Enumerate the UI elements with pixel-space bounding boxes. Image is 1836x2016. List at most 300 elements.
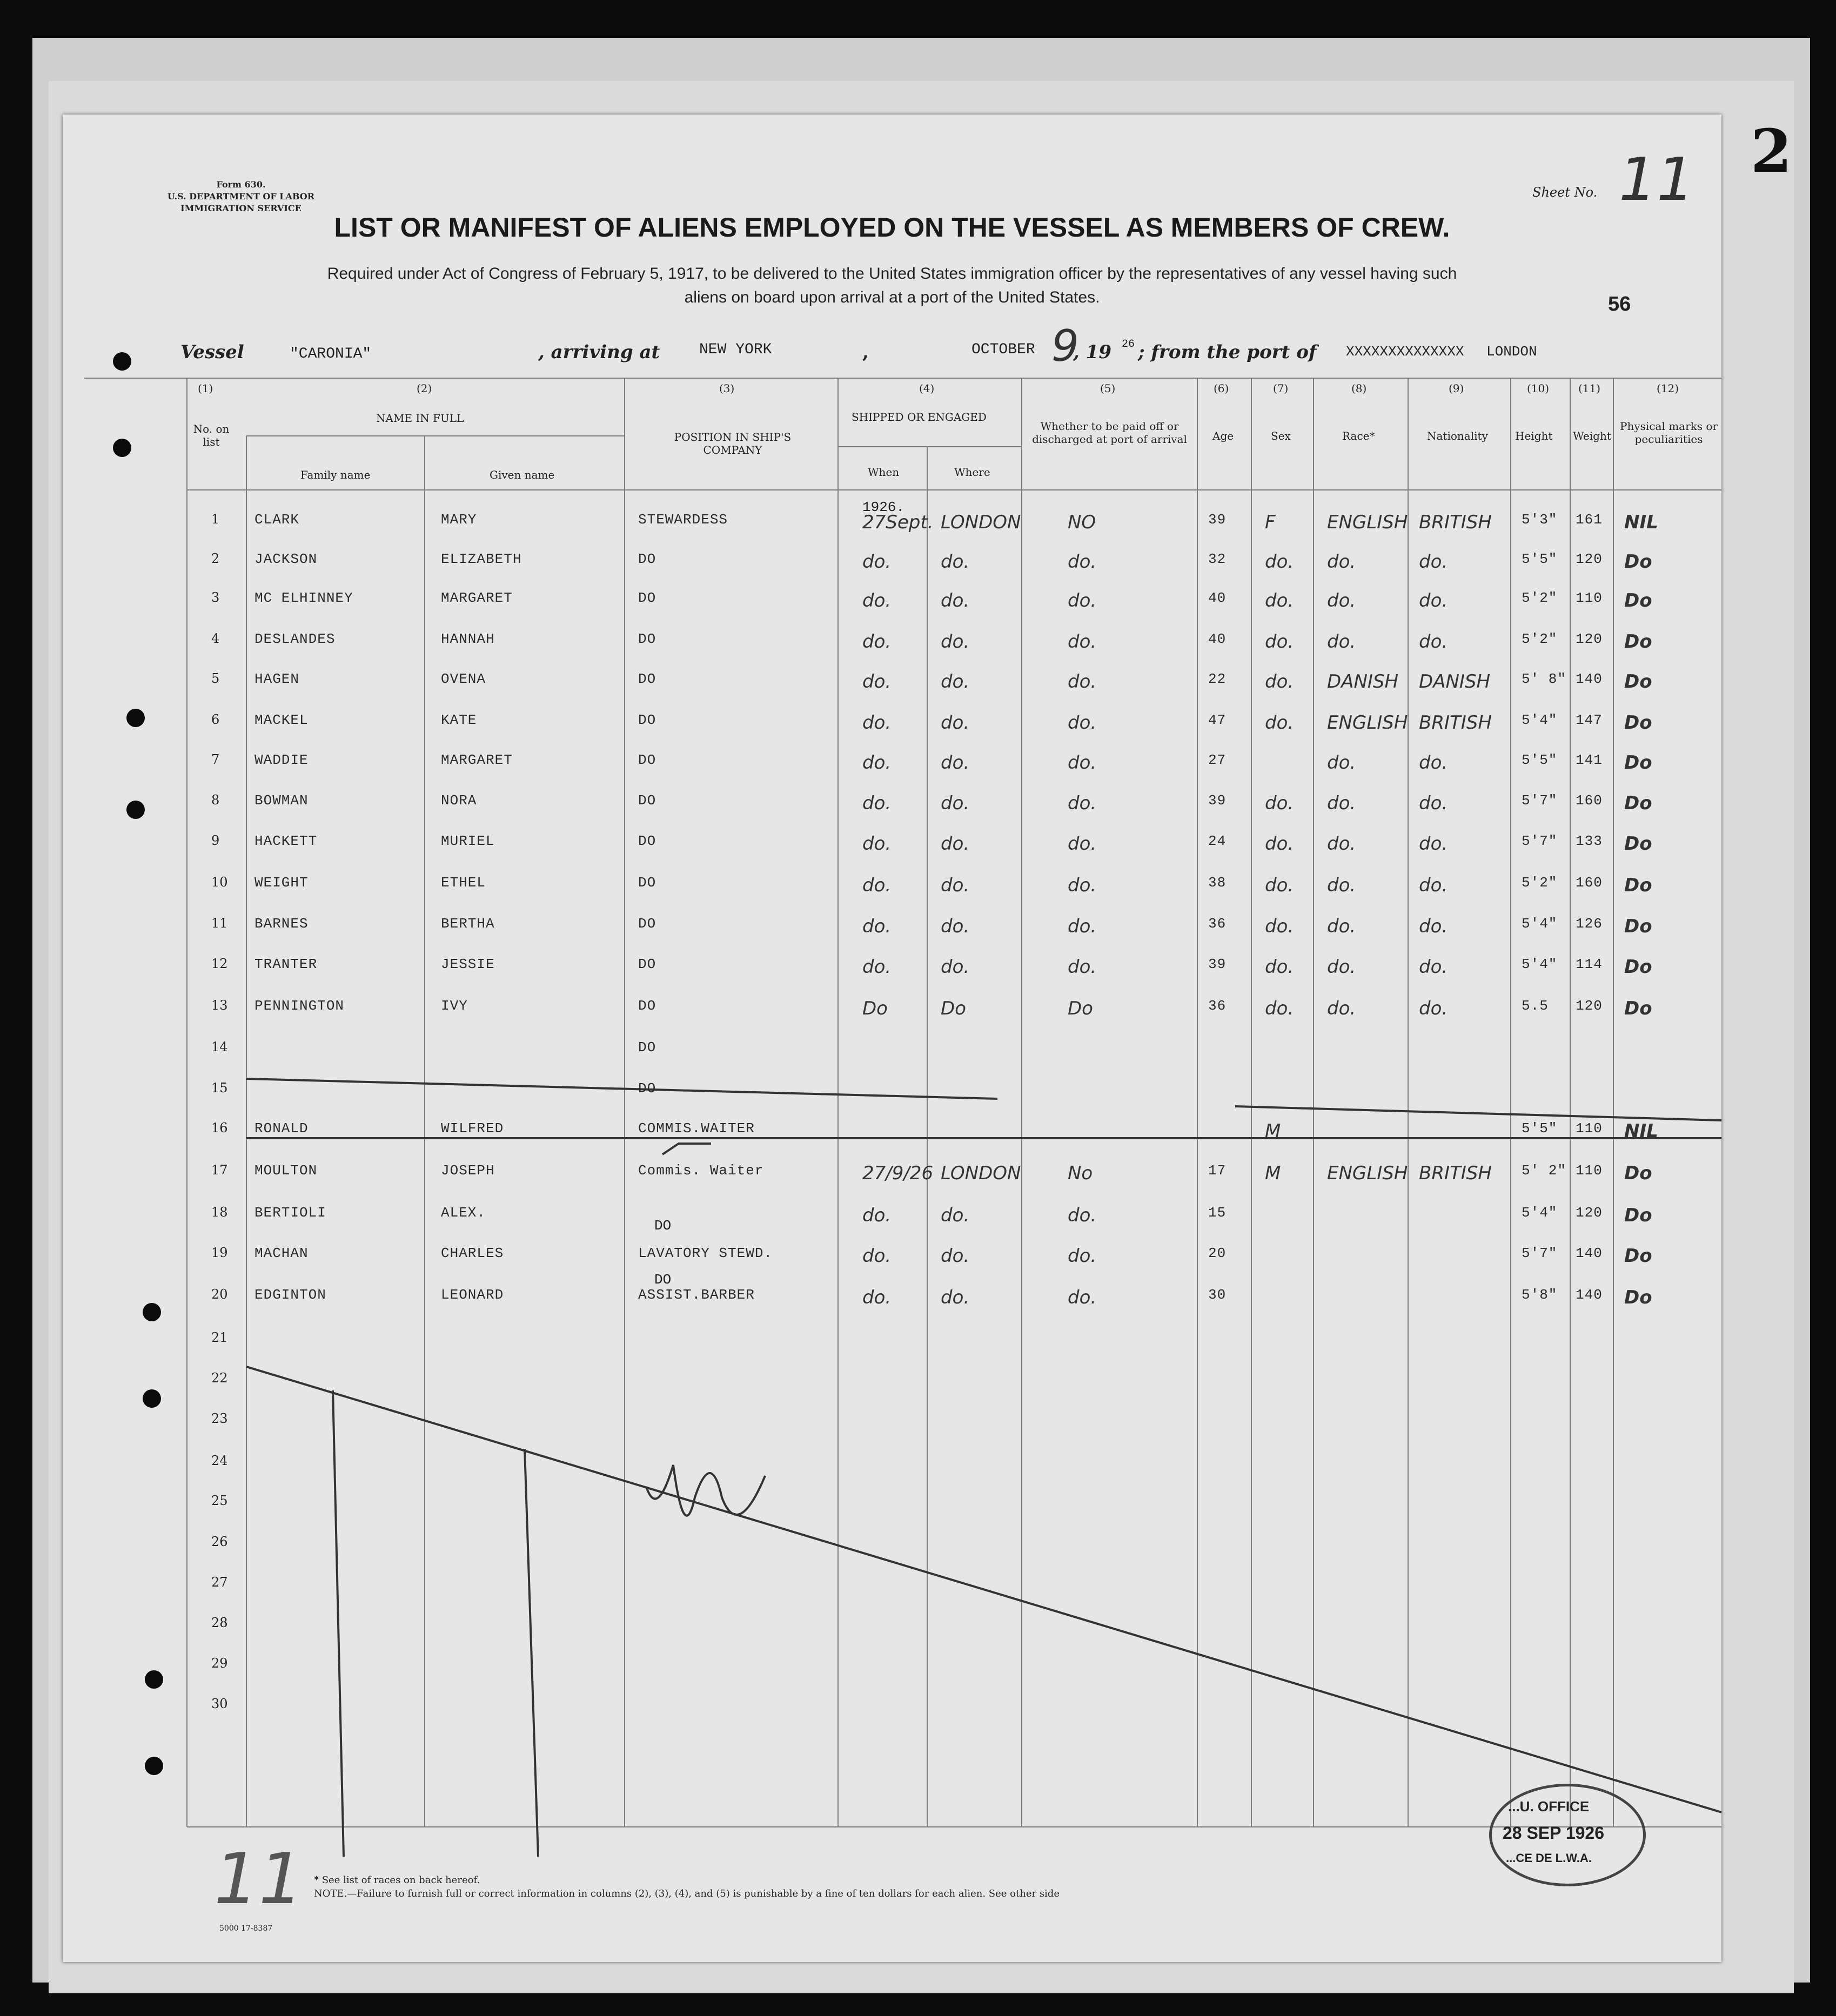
- cell-family: BARNES: [254, 916, 309, 932]
- col-header-7: (7): [1273, 382, 1289, 395]
- footer-note-penalty: NOTE.—Failure to furnish full or correct information in columns (2), (3), (4), and (5) is punishable by a fine of ten dollars for each alien. See other side: [314, 1888, 1060, 1899]
- cell-family: CLARK: [254, 512, 300, 528]
- cell-marks: NIL: [1624, 1120, 1658, 1142]
- cell-family: RONALD: [254, 1120, 309, 1137]
- table-row: [63, 512, 1721, 555]
- cell-where: do.: [941, 671, 970, 693]
- cell-age: 17: [1208, 1162, 1227, 1179]
- cell-where: do.: [941, 875, 970, 896]
- cell-position: DO: [638, 590, 656, 606]
- cell-given: JESSIE: [441, 956, 495, 972]
- cell-race: ENGLISH: [1327, 512, 1408, 533]
- cell-no: 4: [211, 631, 220, 646]
- cell-family: MACHAN: [254, 1245, 309, 1261]
- cell-race: do.: [1327, 998, 1356, 1019]
- cell-age: 39: [1208, 512, 1227, 528]
- col-header-11: (11): [1578, 382, 1601, 395]
- cell-age: 22: [1208, 671, 1227, 687]
- header-when: When: [868, 466, 900, 479]
- cell-when: 27/9/26: [862, 1162, 934, 1184]
- cell-where: do.: [941, 1205, 970, 1226]
- cell-marks: NIL: [1624, 512, 1658, 533]
- cell-weight: 120: [1576, 998, 1603, 1014]
- empty-row-number: 21: [211, 1330, 228, 1345]
- cell-given: IVY: [441, 998, 468, 1014]
- table-row: [63, 833, 1721, 876]
- cell-when: do.: [862, 792, 892, 814]
- header-age: Age: [1212, 429, 1234, 442]
- cell-paid: No: [1068, 1162, 1093, 1184]
- cell-position: DO: [638, 792, 656, 809]
- cell-height: 5'4": [1522, 956, 1558, 972]
- sheet-label: Sheet No.: [1532, 185, 1598, 200]
- cell-sex: F: [1265, 512, 1276, 533]
- col-header-5: (5): [1100, 382, 1116, 395]
- cell-given: LEONARD: [441, 1287, 504, 1303]
- table-row: [63, 1162, 1721, 1206]
- cell-weight: 110: [1576, 1120, 1603, 1137]
- table-row: [63, 916, 1721, 959]
- sheet-number: 11: [1619, 145, 1694, 214]
- cell-marks: Do: [1624, 875, 1652, 896]
- col-header-3: (3): [719, 382, 735, 395]
- cell-paid: do.: [1068, 551, 1097, 573]
- shipped-year: 1926.: [862, 499, 905, 515]
- struck-out-port: XXXXXXXXXXXXXX: [1346, 344, 1464, 360]
- cell-nationality: BRITISH: [1419, 712, 1492, 734]
- table-row: [63, 875, 1721, 918]
- cell-position: Commis. Waiter: [638, 1162, 764, 1179]
- departure-port: LONDON: [1486, 344, 1537, 360]
- table-row: [63, 1287, 1721, 1330]
- cell-sex: do.: [1265, 833, 1294, 855]
- cell-age: 20: [1208, 1245, 1227, 1261]
- cell-position: DO: [638, 956, 656, 972]
- col-header-9: (9): [1449, 382, 1464, 395]
- cell-given: JOSEPH: [441, 1162, 495, 1179]
- cell-weight: 140: [1576, 1287, 1603, 1303]
- table-row: [63, 631, 1721, 674]
- col-header-10: (10): [1527, 382, 1550, 395]
- cell-age: 32: [1208, 551, 1227, 567]
- table-row: [63, 590, 1721, 633]
- header-height: Height: [1515, 429, 1553, 442]
- cell-race: ENGLISH: [1327, 1162, 1408, 1184]
- cell-height: 5'7": [1522, 792, 1558, 809]
- cell-race: do.: [1327, 833, 1356, 855]
- cell-paid: NO: [1068, 512, 1096, 533]
- cell-when: do.: [862, 671, 892, 693]
- cell-no: 11: [211, 916, 228, 931]
- header-shipped: SHIPPED OR ENGAGED: [852, 411, 987, 424]
- cell-family: HAGEN: [254, 671, 300, 687]
- cell-nationality: BRITISH: [1419, 1162, 1492, 1184]
- cell-when: do.: [862, 590, 892, 611]
- cell-given: KATE: [441, 712, 477, 728]
- cell-height: 5'2": [1522, 875, 1558, 891]
- arrival-port: NEW YORK: [699, 341, 772, 358]
- arriving-label: , arriving at: [538, 341, 660, 363]
- cell-race: do.: [1327, 956, 1356, 978]
- header-physical-marks: Physical marks or peculiarities: [1620, 420, 1718, 446]
- cell-weight: 160: [1576, 792, 1603, 809]
- cell-position: DO: [638, 833, 656, 849]
- col-header-6: (6): [1214, 382, 1229, 395]
- cell-sex: do.: [1265, 916, 1294, 937]
- cell-where: do.: [941, 833, 970, 855]
- print-code: 5000 17-8387: [219, 1924, 273, 1933]
- cell-weight: 110: [1576, 590, 1603, 606]
- cell-age: 40: [1208, 590, 1227, 606]
- cell-sex: do.: [1265, 671, 1294, 693]
- cell-no: 2: [211, 551, 220, 566]
- cell-marks: Do: [1624, 916, 1652, 937]
- cell-race: do.: [1327, 792, 1356, 814]
- header-where: Where: [954, 466, 990, 479]
- table-row: [63, 1039, 1721, 1083]
- cell-given: NORA: [441, 792, 477, 809]
- cell-family: TRANTER: [254, 956, 318, 972]
- cell-age: 36: [1208, 998, 1227, 1014]
- cell-marks: Do: [1624, 956, 1652, 978]
- cell-when: do.: [862, 1287, 892, 1308]
- cell-position: DO: [638, 1080, 656, 1097]
- cell-race: do.: [1327, 631, 1356, 653]
- table-row: [63, 1245, 1721, 1288]
- empty-row-number: 28: [211, 1615, 228, 1630]
- cell-age: 39: [1208, 792, 1227, 809]
- cell-family: WEIGHT: [254, 875, 309, 891]
- cell-marks: Do: [1624, 1287, 1652, 1308]
- cell-given: ELIZABETH: [441, 551, 522, 567]
- cell-height: 5'3": [1522, 512, 1558, 528]
- cell-age: 36: [1208, 916, 1227, 932]
- cell-race: ENGLISH: [1327, 712, 1408, 734]
- cell-marks: Do: [1624, 551, 1652, 573]
- cell-paid: do.: [1068, 1205, 1097, 1226]
- cell-sex: do.: [1265, 590, 1294, 611]
- cell-no: 19: [211, 1245, 228, 1260]
- cell-position: ASSIST.BARBER: [638, 1287, 755, 1303]
- header-position: POSITION IN SHIP'S COMPANY: [674, 431, 792, 456]
- service: IMMIGRATION SERVICE: [180, 203, 301, 213]
- cell-where: do.: [941, 590, 970, 611]
- cell-marks: Do: [1624, 833, 1652, 855]
- cell-where: do.: [941, 712, 970, 734]
- vessel-name: "CARONIA": [290, 346, 372, 362]
- year-prefix: , 19: [1073, 341, 1111, 363]
- cell-marks: Do: [1624, 671, 1652, 693]
- cell-family: MC ELHINNEY: [254, 590, 353, 606]
- table-row: [63, 1080, 1721, 1124]
- cell-age: 38: [1208, 875, 1227, 891]
- empty-row-number: 29: [211, 1656, 228, 1671]
- cell-weight: 133: [1576, 833, 1603, 849]
- cell-weight: 141: [1576, 752, 1603, 768]
- cell-no: 15: [211, 1080, 228, 1096]
- cell-where: LONDON: [941, 1162, 1021, 1184]
- cell-marks: Do: [1624, 752, 1652, 774]
- department: U.S. DEPARTMENT OF LABOR: [167, 191, 315, 201]
- cell-weight: 120: [1576, 1205, 1603, 1221]
- cell-no: 12: [211, 956, 228, 971]
- cell-height: 5.5: [1522, 998, 1549, 1014]
- cell-no: 1: [211, 512, 220, 527]
- cell-no: 14: [211, 1039, 228, 1054]
- cell-paid: do.: [1068, 752, 1097, 774]
- comma: ,: [862, 341, 869, 363]
- cell-nationality: do.: [1419, 590, 1448, 611]
- page-number: 56: [1608, 293, 1631, 315]
- office-stamp: [1489, 1784, 1646, 1886]
- cell-marks: Do: [1624, 998, 1652, 1019]
- cell-marks: Do: [1624, 1162, 1652, 1184]
- cell-nationality: do.: [1419, 916, 1448, 937]
- header-name-in-full: NAME IN FULL: [376, 412, 464, 425]
- cell-where: do.: [941, 1287, 970, 1308]
- cell-paid: do.: [1068, 1287, 1097, 1308]
- table-row: [63, 712, 1721, 755]
- cell-no: 5: [211, 671, 220, 686]
- cell-nationality: BRITISH: [1419, 512, 1492, 533]
- cell-when: do.: [862, 875, 892, 896]
- cell-family: EDGINTON: [254, 1287, 326, 1303]
- cell-nationality: do.: [1419, 875, 1448, 896]
- cell-where: do.: [941, 631, 970, 653]
- cell-race: do.: [1327, 916, 1356, 937]
- cell-where: do.: [941, 792, 970, 814]
- cell-where: do.: [941, 551, 970, 573]
- cell-marks: Do: [1624, 631, 1652, 653]
- header-no-on-list: No. on list: [193, 422, 230, 448]
- cell-sex: do.: [1265, 792, 1294, 814]
- header-sex: Sex: [1271, 429, 1291, 442]
- header-family-name: Family name: [300, 468, 371, 481]
- header-race: Race*: [1342, 429, 1375, 442]
- cell-marks: Do: [1624, 1205, 1652, 1226]
- cell-age: 27: [1208, 752, 1227, 768]
- cell-nationality: do.: [1419, 833, 1448, 855]
- cell-no: 10: [211, 875, 228, 890]
- from-label: ; from the port of: [1138, 341, 1317, 363]
- cell-height: 5' 2": [1522, 1162, 1567, 1179]
- cell-given: ALEX.: [441, 1205, 486, 1221]
- cell-weight: 120: [1576, 551, 1603, 567]
- cell-paid: do.: [1068, 956, 1097, 978]
- cell-weight: 140: [1576, 671, 1603, 687]
- cell-given: MURIEL: [441, 833, 495, 849]
- header-given-name: Given name: [490, 468, 555, 481]
- header-paid: Whether to be paid off or discharged at port of arrival: [1032, 420, 1187, 446]
- cell-height: 5'2": [1522, 631, 1558, 647]
- stamp-line-1: ...U. OFFICE: [1508, 1798, 1590, 1815]
- empty-row-number: 25: [211, 1493, 228, 1508]
- cell-where: do.: [941, 752, 970, 774]
- cell-family: WADDIE: [254, 752, 309, 768]
- cell-given: BERTHA: [441, 916, 495, 932]
- cell-marks: Do: [1624, 1245, 1652, 1267]
- subtitle-line-1: Required under Act of Congress of February 5, 1917, to be delivered to the United States immigration officer by the representatives of any vessel having such: [327, 265, 1457, 283]
- table-row: [63, 752, 1721, 795]
- cell-paid: do.: [1068, 833, 1097, 855]
- cell-height: 5'5": [1522, 551, 1558, 567]
- cell-paid: do.: [1068, 671, 1097, 693]
- table-row: [63, 671, 1721, 714]
- cell-family: DESLANDES: [254, 631, 336, 647]
- table-row: [63, 1120, 1721, 1164]
- cell-nationality: do.: [1419, 792, 1448, 814]
- subtitle-line-2: aliens on board upon arrival at a port of the United States.: [684, 288, 1100, 306]
- cell-given: MARGARET: [441, 590, 513, 606]
- cell-age: 47: [1208, 712, 1227, 728]
- cell-given: CHARLES: [441, 1245, 504, 1261]
- cell-race: do.: [1327, 590, 1356, 611]
- cell-no: 17: [211, 1162, 228, 1178]
- cell-age: 24: [1208, 833, 1227, 849]
- cell-no: 16: [211, 1120, 228, 1135]
- cell-when: do.: [862, 1205, 892, 1226]
- cell-paid: do.: [1068, 590, 1097, 611]
- cell-paid: do.: [1068, 916, 1097, 937]
- cell-when: do.: [862, 631, 892, 653]
- cell-height: 5'7": [1522, 1245, 1558, 1261]
- cell-position: COMMIS.WAITER: [638, 1120, 755, 1137]
- cell-sex: do.: [1265, 551, 1294, 573]
- cell-position: DO: [638, 671, 656, 687]
- row-17-do: DO: [654, 1218, 672, 1234]
- cell-position: LAVATORY STEWD.: [638, 1245, 773, 1261]
- table-row: [63, 956, 1721, 999]
- cell-family: PENNINGTON: [254, 998, 345, 1014]
- cell-where: Do: [941, 998, 966, 1019]
- footer-note-races: * See list of races on back hereof.: [314, 1874, 480, 1886]
- footer-handwritten-number: 11: [214, 1838, 304, 1920]
- manifest-sheet: [63, 115, 1721, 1962]
- cell-no: 8: [211, 792, 220, 808]
- cell-family: MOULTON: [254, 1162, 318, 1179]
- cell-age: 40: [1208, 631, 1227, 647]
- cell-sex: do.: [1265, 875, 1294, 896]
- cell-where: do.: [941, 1245, 970, 1267]
- cell-age: 30: [1208, 1287, 1227, 1303]
- empty-row-number: 23: [211, 1411, 228, 1426]
- cell-family: HACKETT: [254, 833, 318, 849]
- page-title: LIST OR MANIFEST OF ALIENS EMPLOYED ON THE VESSEL AS MEMBERS OF CREW.: [334, 212, 1450, 243]
- cell-position: DO: [638, 551, 656, 567]
- cell-when: do.: [862, 712, 892, 734]
- vessel-label: Vessel: [180, 341, 244, 363]
- cell-paid: do.: [1068, 875, 1097, 896]
- cell-given: MARGARET: [441, 752, 513, 768]
- col-header-12: (12): [1657, 382, 1679, 395]
- cell-given: HANNAH: [441, 631, 495, 647]
- cell-paid: do.: [1068, 631, 1097, 653]
- cell-height: 5'5": [1522, 1120, 1558, 1137]
- cell-when: do.: [862, 1245, 892, 1267]
- cell-nationality: DANISH: [1419, 671, 1491, 693]
- cell-sex: do.: [1265, 956, 1294, 978]
- empty-row-number: 26: [211, 1534, 228, 1549]
- cell-family: BOWMAN: [254, 792, 309, 809]
- cell-when: do.: [862, 551, 892, 573]
- table-row: [63, 1205, 1721, 1248]
- cell-no: 13: [211, 998, 228, 1013]
- col-header-4: (4): [919, 382, 935, 395]
- cell-weight: 110: [1576, 1162, 1603, 1179]
- empty-row-number: 27: [211, 1575, 228, 1590]
- cell-marks: Do: [1624, 712, 1652, 734]
- cell-height: 5'4": [1522, 1205, 1558, 1221]
- arrival-month: OCTOBER: [971, 341, 1035, 358]
- col-header-2: (2): [417, 382, 432, 395]
- cell-where: do.: [941, 956, 970, 978]
- cell-height: 5'4": [1522, 712, 1558, 728]
- header-nationality: Nationality: [1427, 429, 1488, 442]
- cell-no: 20: [211, 1287, 228, 1302]
- header-weight: Weight: [1573, 429, 1611, 442]
- cell-weight: 161: [1576, 512, 1603, 528]
- cell-when: 27Sept.: [862, 512, 934, 533]
- cell-sex: M: [1265, 1120, 1281, 1142]
- cell-nationality: do.: [1419, 631, 1448, 653]
- cell-sex: do.: [1265, 712, 1294, 734]
- cell-height: 5'8": [1522, 1287, 1558, 1303]
- cell-weight: 160: [1576, 875, 1603, 891]
- cell-nationality: do.: [1419, 956, 1448, 978]
- cell-paid: do.: [1068, 792, 1097, 814]
- cell-height: 5' 8": [1522, 671, 1567, 687]
- cell-weight: 114: [1576, 956, 1603, 972]
- form-number: Form 630.: [216, 179, 266, 190]
- cell-position: DO: [638, 631, 656, 647]
- cell-paid: Do: [1068, 998, 1093, 1019]
- cell-height: 5'7": [1522, 833, 1558, 849]
- cell-no: 7: [211, 752, 220, 767]
- table-row: [63, 551, 1721, 594]
- cell-sex: do.: [1265, 998, 1294, 1019]
- year-suffix: 26: [1122, 338, 1135, 351]
- cell-position: STEWARDESS: [638, 512, 728, 528]
- cell-no: 18: [211, 1205, 228, 1220]
- cell-marks: Do: [1624, 792, 1652, 814]
- cell-where: do.: [941, 916, 970, 937]
- table-row: [63, 998, 1721, 1041]
- cell-position: DO: [638, 752, 656, 768]
- cell-nationality: do.: [1419, 551, 1448, 573]
- cell-family: JACKSON: [254, 551, 318, 567]
- cell-nationality: do.: [1419, 998, 1448, 1019]
- cell-position: DO: [638, 712, 656, 728]
- cell-when: Do: [862, 998, 888, 1019]
- cell-race: DANISH: [1327, 671, 1399, 693]
- cell-sex: do.: [1265, 631, 1294, 653]
- empty-row-number: 30: [211, 1696, 228, 1711]
- col-header-1: (1): [198, 382, 213, 395]
- cell-race: do.: [1327, 551, 1356, 573]
- cell-no: 9: [211, 833, 220, 848]
- cell-age: 39: [1208, 956, 1227, 972]
- cell-when: do.: [862, 956, 892, 978]
- stamp-line-2: 28 SEP 1926: [1503, 1823, 1605, 1843]
- cell-when: do.: [862, 833, 892, 855]
- cell-given: MARY: [441, 512, 477, 528]
- cell-paid: do.: [1068, 1245, 1097, 1267]
- cell-height: 5'5": [1522, 752, 1558, 768]
- cell-age: 15: [1208, 1205, 1227, 1221]
- cell-given: ETHEL: [441, 875, 486, 891]
- cell-position: DO: [638, 875, 656, 891]
- row-18-do: DO: [654, 1272, 672, 1288]
